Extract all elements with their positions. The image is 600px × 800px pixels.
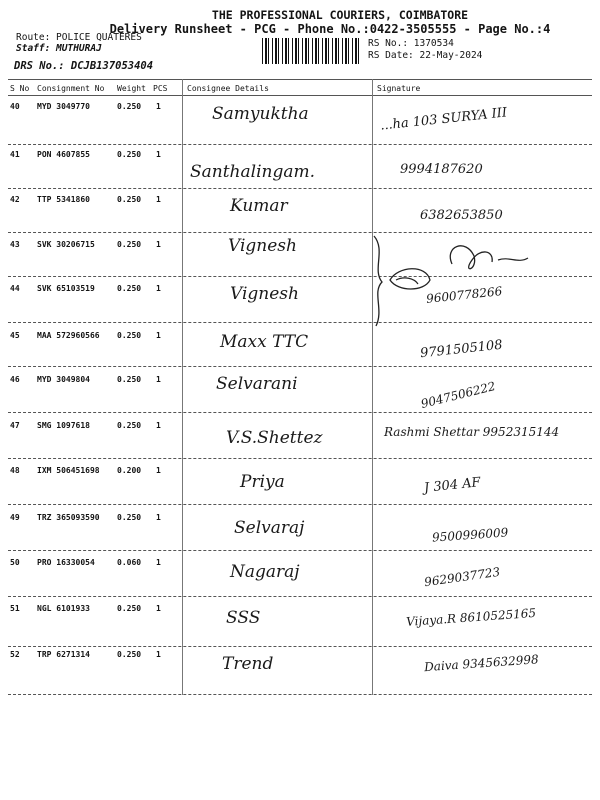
rs-date: RS Date: 22-May-2024 (368, 50, 483, 61)
column-header-pcs: PCS (153, 84, 168, 93)
staff-label: Staff: MUTHURAJ (16, 43, 102, 54)
row-signature: 9791505108 (419, 337, 504, 362)
row-consignment: MYD 3049804 (37, 375, 90, 384)
row-signature: Vijaya.R 8610525165 (405, 605, 537, 629)
row-weight: 0.250 (117, 150, 142, 159)
row-weight: 0.250 (117, 604, 142, 613)
row-pcs: 1 (156, 604, 161, 613)
row-signature: 9600778266 (425, 284, 503, 306)
runsheet-subtitle: Delivery Runsheet - PCG - Phone No.:0422-3505555 - Page No.:4 (109, 22, 551, 36)
row-weight: 0.250 (117, 513, 142, 522)
row-divider (8, 458, 592, 459)
row-pcs: 1 (156, 284, 161, 293)
table-header-rule (8, 95, 592, 96)
row-consignee: V.S.Shettez (226, 428, 323, 448)
row-consignment: SVK 30206715 (37, 240, 95, 249)
row-sno: 51 (10, 604, 20, 613)
table-top-rule (8, 79, 592, 80)
row-consignment: TTP 5341860 (37, 195, 90, 204)
column-header-consignee: Consignee Details (187, 84, 269, 93)
row-pcs: 1 (156, 102, 161, 111)
column-header-sno: S No (10, 84, 30, 93)
row-signature: Rashmi Shettar 9952315144 (384, 425, 560, 439)
row-consignee: Santhalingam. (190, 162, 316, 182)
row-consignee: Vignesh (230, 284, 299, 304)
row-divider (8, 646, 592, 647)
rs-number: RS No.: 1370534 (368, 38, 454, 49)
row-pcs: 1 (156, 421, 161, 430)
row-divider (8, 550, 592, 551)
row-weight: 0.250 (117, 421, 142, 430)
row-signature: 6382653850 (420, 208, 503, 223)
row-pcs: 1 (156, 150, 161, 159)
column-header-weight: Weight (117, 84, 146, 93)
row-divider (8, 322, 592, 323)
row-sno: 42 (10, 195, 20, 204)
drs-number: DRS No.: DCJB137053404 (14, 60, 154, 72)
row-weight: 0.250 (117, 331, 142, 340)
row-sno: 48 (10, 466, 20, 475)
row-weight: 0.250 (117, 284, 142, 293)
row-divider (8, 366, 592, 367)
column-header-signature: Signature (377, 84, 421, 93)
row-divider (8, 596, 592, 597)
row-weight: 0.250 (117, 195, 142, 204)
row-consignee: Samyuktha (212, 104, 309, 124)
row-divider (8, 504, 592, 505)
row-signature: 9500996009 (431, 525, 509, 545)
row-consignment: PON 4607855 (37, 150, 90, 159)
row-signature: J 304 AF (423, 475, 482, 496)
row-divider (8, 144, 592, 145)
column-divider-consignee (182, 79, 183, 695)
row-pcs: 1 (156, 466, 161, 475)
column-header-consignment: Consignment No (37, 84, 105, 93)
row-weight: 0.250 (117, 650, 142, 659)
row-consignment: SMG 1097618 (37, 421, 90, 430)
row-consignee: Selvaraj (234, 518, 305, 538)
row-consignee: Priya (240, 472, 285, 492)
row-sno: 40 (10, 102, 20, 111)
row-weight: 0.060 (117, 558, 142, 567)
row-pcs: 1 (156, 558, 161, 567)
row-consignment: NGL 6101933 (37, 604, 90, 613)
row-sno: 43 (10, 240, 20, 249)
row-divider (8, 694, 592, 695)
row-consignment: PRO 16330054 (37, 558, 95, 567)
row-pcs: 1 (156, 650, 161, 659)
row-signature: 9629037723 (423, 564, 501, 590)
row-consignee: Maxx TTC (220, 332, 309, 352)
row-consignee: Selvarani (216, 374, 298, 394)
row-signature: Daiva 9345632998 (423, 652, 540, 675)
row-consignment: SVK 65103519 (37, 284, 95, 293)
signature-scribble (368, 230, 588, 330)
row-weight: 0.200 (117, 466, 142, 475)
row-weight: 0.250 (117, 102, 142, 111)
row-consignment: TRP 6271314 (37, 650, 90, 659)
row-consignee: Vignesh (228, 236, 297, 256)
row-consignee: Nagaraj (230, 562, 300, 582)
column-divider-signature (372, 79, 373, 695)
row-consignment: MYD 3049770 (37, 102, 90, 111)
row-pcs: 1 (156, 195, 161, 204)
row-sno: 41 (10, 150, 20, 159)
row-sno: 45 (10, 331, 20, 340)
row-sno: 44 (10, 284, 20, 293)
row-consignment: MAA 572960566 (37, 331, 100, 340)
row-pcs: 1 (156, 331, 161, 340)
row-consignee: SSS (226, 608, 261, 628)
row-divider (8, 412, 592, 413)
row-pcs: 1 (156, 240, 161, 249)
row-signature: 9047506222 (419, 378, 497, 412)
route-label: Route: POLICE QUATERES (16, 32, 142, 43)
row-pcs: 1 (156, 375, 161, 384)
row-sno: 47 (10, 421, 20, 430)
row-consignee: Trend (222, 654, 274, 674)
row-sno: 49 (10, 513, 20, 522)
row-sno: 46 (10, 375, 20, 384)
row-signature: 9994187620 (400, 162, 483, 177)
row-sno: 50 (10, 558, 20, 567)
barcode-image (262, 38, 362, 64)
company-title: THE PROFESSIONAL COURIERS, COIMBATORE (211, 8, 469, 22)
row-sno: 52 (10, 650, 20, 659)
row-weight: 0.250 (117, 375, 142, 384)
row-consignment: IXM 506451698 (37, 466, 100, 475)
row-consignee: Kumar (230, 196, 288, 216)
row-signature: ...ha 103 SURYA III (379, 105, 508, 134)
row-weight: 0.250 (117, 240, 142, 249)
row-pcs: 1 (156, 513, 161, 522)
row-divider (8, 188, 592, 189)
row-consignment: TRZ 365093590 (37, 513, 100, 522)
